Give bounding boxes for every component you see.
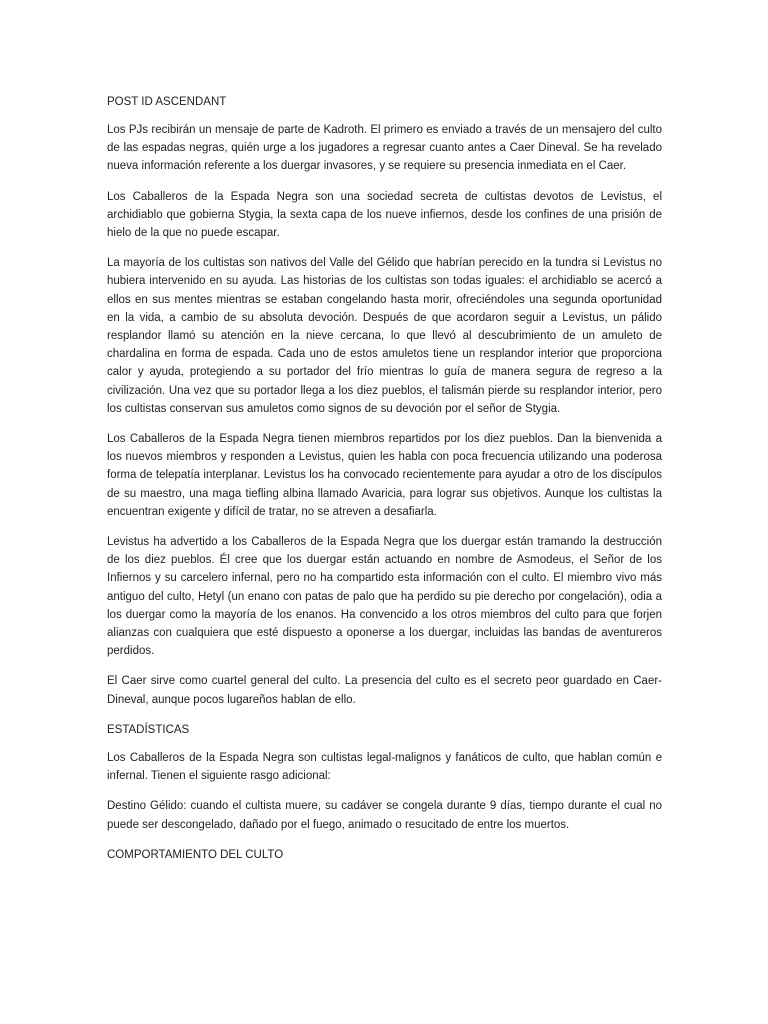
section-heading-post-id-ascendant: POST ID ASCENDANT (107, 96, 227, 108)
paragraph-destino-gelido: Destino Gélido: cuando el cultista muere, su cadáver se congela durante 9 días, tiempo durante el cual no puede ser descongelado, dañado por el fuego, animado o resucitado de entre los muertos. (107, 800, 662, 831)
paragraph-kadroth-message: Los PJs recibirán un mensaje de parte de Kadroth. El primero es enviado a través de un mensajero del culto de las espadas negras, quién urge a los jugadores a regresar cuanto antes a Caer Dineval. Se ha revelado nueva información referente a los duergar invasores, y se requiere su presencia inmediata en el Caer. (107, 124, 662, 173)
paragraph-cult-intro: Los Caballeros de la Espada Negra son una sociedad secreta de cultistas devotos de Levistus, el archidiablo que gobierna Stygia, la sexta capa de los nueve infiernos, desde los confines de una prisión de hielo de la que no puede escapar. (107, 190, 662, 240)
paragraph-cult-members: Los Caballeros de la Espada Negra tienen miembros repartidos por los diez pueblos. Dan la bienvenida a los nuevos miembros y responden a Levistus, quien les habla con poca frecuencia utilizando una poderosa forma de telepatía interplanar. Levistus los ha convocado recientemente para ayudar a otro de los discípulos de su maestro, una maga tiefling albina llamado Avaricia, para lograr sus objetivos. Aunque los cultistas la encuentran exigente y difícil de tratar, no se atreven a desafiarla. (107, 433, 662, 518)
section-heading-comportamiento: COMPORTAMIENTO DEL CULTO (107, 848, 284, 861)
paragraph-cultist-origins: La mayoría de los cultistas son nativos del Valle del Gélido que habrían perecido en la tundra si Levistus no hubiera intervenido en su ayuda. Las historias de los cultistas son todas iguales: el archidiablo se acercó a ellos en sus mentes mientras se estaban congelando hasta morir, ofreciéndoles una segunda oportunidad en la vida, a cambio de su absoluta devoción. Después de que acordaron seguir a Levistus, un pálido resplandor llamó su atención en la nieve cercana, lo que llevó al descubrimiento de un amuleto de chardalina en forma de espada. Cada uno de estos amuletos tiene un resplandor interior que proporciona calor y ayuda, protegiendo a su portador del frío mientras lo guía de manera segura de regreso a la civilización. Una vez que su portador llega a los diez pueblos, el talismán pierde su resplandor interior, pero los cultistas conservan sus amuletos como signos de su devoción por el señor de Stygia. (107, 257, 662, 415)
paragraph-caer-headquarters: El Caer sirve como cuartel general del culto. La presencia del culto es el secreto peor guardado en Caer-Dineval, aunque pocos lugareños hablan de ello. (107, 675, 662, 706)
paragraph-duergar-threat: Levistus ha advertido a los Caballeros de la Espada Negra que los duergar están tramando la destrucción de los diez pueblos. Él cree que los duergar están actuando en nombre de Asmodeus, el Señor de los Infiernos y su carcelero infernal, pero no ha compartido esta información con el culto. El miembro vivo más antiguo del culto, Hetyl (un enano con patas de palo que ha perdido su pie derecho por congelación), odia a los duergar como la mayoría de los enanos. Ha convencido a los otros miembros del culto para que forjen alianzas con cualquiera que esté dispuesto a oponerse a los duergar, incluidas las bandas de aventureros perdidos. (107, 536, 662, 658)
paragraph-cultist-stats: Los Caballeros de la Espada Negra son cultistas legal-malignos y fanáticos de culto, que hablan común e infernal. Tienen el siguiente rasgo adicional: (107, 751, 662, 783)
document-page (107, 93, 662, 874)
section-heading-estadisticas: ESTADÍSTICAS (107, 723, 190, 736)
